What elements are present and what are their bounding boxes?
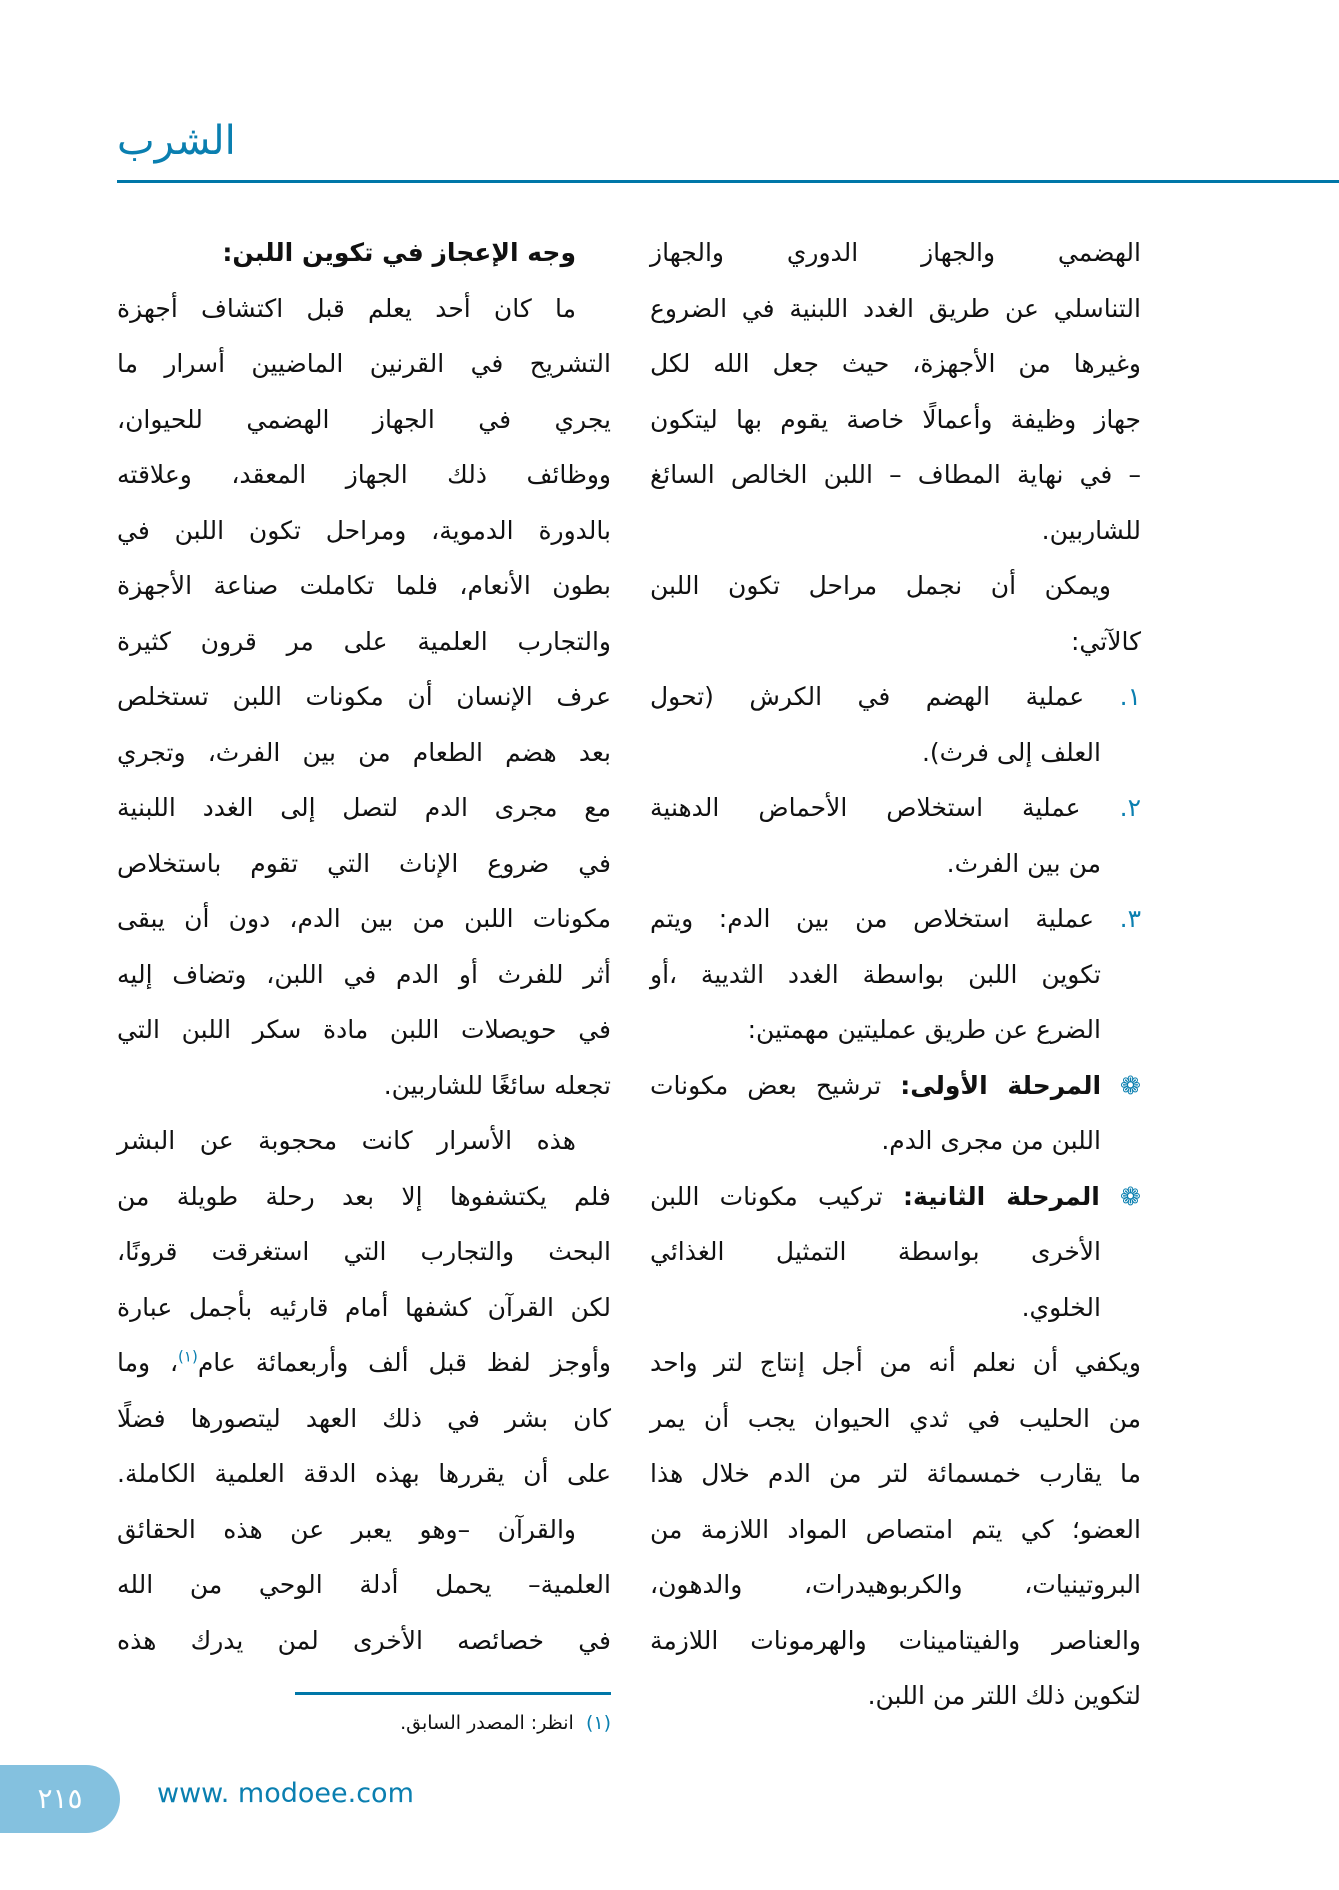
line-text: مع مجرى الدم لتصل إلى الغدد اللبنية bbox=[117, 793, 611, 822]
line-text: ترشيح بعض مكونات bbox=[650, 1070, 901, 1100]
line-text: عملية استخلاص الأحماض الدهنية bbox=[650, 793, 1120, 822]
right-column-line bbox=[650, 894, 1141, 944]
left-column-line bbox=[117, 1116, 576, 1166]
line-text: أثر للفرث أو الدم في اللبن، وتضاف إليه bbox=[117, 959, 611, 989]
line-text: كالآتي: bbox=[1071, 626, 1141, 656]
left-column-line bbox=[117, 1283, 611, 1333]
header-divider bbox=[117, 180, 1339, 183]
left-column-line bbox=[117, 561, 611, 611]
left-column-line bbox=[117, 728, 611, 778]
line-text: الأخرى بواسطة التمثيل الغذائي bbox=[650, 1237, 1101, 1266]
line-text: والتجارب العلمية على مر قرون كثيرة bbox=[117, 626, 611, 656]
left-column-line bbox=[117, 339, 611, 389]
line-text: ووظائف ذلك الجهاز المعقد، وعلاقته bbox=[117, 460, 611, 489]
left-column-line bbox=[117, 1616, 611, 1666]
bold-text: وجه الإعجاز في تكوين اللبن: bbox=[222, 238, 576, 267]
line-text: الضرع عن طريق عمليتين مهمتين: bbox=[747, 1015, 1101, 1044]
line-text: عملية الهضم في الكرش (تحول bbox=[650, 682, 1120, 711]
right-column-line bbox=[650, 617, 1141, 667]
list-marker: ❁ bbox=[1099, 1181, 1141, 1211]
right-column-line bbox=[650, 395, 1141, 445]
line-text: وأوجز لفظ قبل ألف وأربعمائة عام bbox=[197, 1348, 611, 1377]
right-column-line bbox=[650, 1505, 1141, 1555]
right-column-line bbox=[650, 1172, 1141, 1222]
right-column-line bbox=[650, 728, 1101, 778]
line-text: ، وما bbox=[117, 1348, 179, 1377]
right-column-line bbox=[650, 1616, 1141, 1666]
line-text: لتكوين ذلك اللتر من اللبن. bbox=[867, 1681, 1141, 1710]
line-text: من بين الفرث. bbox=[946, 848, 1101, 878]
line-text: تكوين اللبن بواسطة الغدد الثديية ،أو bbox=[650, 959, 1101, 989]
line-text: بالدورة الدموية، ومراحل تكون اللبن في bbox=[117, 515, 611, 545]
line-text: في ضروع الإناث التي تقوم باستخلاص bbox=[117, 848, 611, 878]
right-column-line bbox=[650, 839, 1101, 889]
line-text: العضو؛ كي يتم امتصاص المواد اللازمة من bbox=[650, 1514, 1141, 1544]
line-text: الهضمي والجهاز الدوري والجهاز bbox=[650, 238, 1141, 267]
line-text: يجري في الجهاز الهضمي للحيوان، bbox=[117, 404, 611, 434]
left-column-line bbox=[117, 450, 611, 500]
line-text: هذه الأسرار كانت محجوبة عن البشر bbox=[117, 1126, 576, 1155]
line-text: ويمكن أن نجمل مراحل تكون اللبن bbox=[650, 571, 1111, 600]
left-column-line bbox=[117, 617, 611, 667]
line-text: البروتينيات، والكربوهيدرات، والدهون، bbox=[650, 1570, 1141, 1599]
line-text: مكونات اللبن من بين الدم، دون أن يبقى bbox=[117, 904, 611, 933]
line-text: على أن يقررها بهذه الدقة العلمية الكاملة. bbox=[117, 1459, 611, 1488]
footnote-divider bbox=[295, 1692, 611, 1695]
chapter-title: الشرب bbox=[117, 118, 236, 164]
list-marker: ٣. bbox=[1119, 904, 1141, 933]
list-marker: ٢. bbox=[1119, 793, 1141, 822]
left-column-line bbox=[117, 395, 611, 445]
left-column-line bbox=[117, 228, 576, 278]
left-column-line bbox=[117, 783, 611, 833]
line-text: في حويصلات اللبن مادة سكر اللبن التي bbox=[117, 1015, 611, 1044]
footnote-text: انظر: المصدر السابق. bbox=[400, 1712, 574, 1734]
bold-text: المرحلة الثانية: bbox=[902, 1181, 1100, 1211]
right-column-line bbox=[650, 561, 1111, 611]
line-text: من الحليب في ثدي الحيوان يجب أن يمر bbox=[650, 1403, 1141, 1433]
line-text: – في نهاية المطاف – اللبن الخالص السائغ bbox=[650, 460, 1141, 489]
left-column-line bbox=[117, 1061, 611, 1111]
line-text: التناسلي عن طريق الغدد اللبنية في الضروع bbox=[650, 293, 1141, 323]
line-text: العلمية– يحمل أدلة الوحي من الله bbox=[117, 1570, 611, 1599]
footnote-marker: (١) bbox=[585, 1712, 611, 1734]
right-column-line bbox=[650, 1227, 1101, 1277]
right-column-line bbox=[650, 1338, 1141, 1388]
line-text: الخلوي. bbox=[1021, 1292, 1101, 1322]
right-column-line bbox=[650, 1449, 1141, 1499]
right-column-line bbox=[650, 783, 1141, 833]
right-column-line bbox=[650, 228, 1141, 278]
left-column-line bbox=[117, 1227, 611, 1277]
line-text: بطون الأنعام، فلما تكاملت صناعة الأجهزة bbox=[117, 571, 611, 600]
right-column-line bbox=[650, 506, 1141, 556]
line-text: جهاز وظيفة وأعمالًا خاصة يقوم بها ليتكون bbox=[650, 404, 1141, 434]
line-text: في خصائصه الأخرى لمن يدرك هذه bbox=[117, 1625, 611, 1655]
left-column-line bbox=[117, 672, 611, 722]
line-text: العلف إلى فرث). bbox=[921, 737, 1101, 767]
left-column-line bbox=[117, 1338, 611, 1388]
line-text: للشاربين. bbox=[1041, 515, 1141, 545]
left-column-line bbox=[117, 506, 611, 556]
bold-text: المرحلة الأولى: bbox=[900, 1070, 1102, 1100]
left-column-line bbox=[117, 1449, 611, 1499]
right-column-line bbox=[650, 1061, 1141, 1111]
left-column-line bbox=[117, 1005, 611, 1055]
right-column-line bbox=[650, 950, 1101, 1000]
right-column-line bbox=[650, 1671, 1141, 1721]
left-column-line bbox=[117, 1172, 611, 1222]
line-text: التشريح في القرنين الماضيين أسرار ما bbox=[117, 349, 611, 378]
right-column-line bbox=[650, 1283, 1101, 1333]
right-column-line bbox=[650, 1005, 1101, 1055]
line-text: والعناصر والفيتامينات والهرمونات اللازمة bbox=[650, 1625, 1141, 1655]
right-column-line bbox=[650, 450, 1141, 500]
line-text: ويكفي أن نعلم أنه من أجل إنتاج لتر واحد bbox=[650, 1348, 1141, 1377]
line-text: والقرآن –وهو يعبر عن هذه الحقائق bbox=[117, 1514, 576, 1544]
left-column-line bbox=[117, 1560, 611, 1610]
left-column-line bbox=[117, 894, 611, 944]
left-column-line bbox=[117, 1394, 611, 1444]
left-column-line bbox=[117, 950, 611, 1000]
right-column-line bbox=[650, 284, 1141, 334]
line-text: البحث والتجارب التي استغرقت قرونًا، bbox=[117, 1237, 611, 1266]
right-column-line bbox=[650, 1394, 1141, 1444]
list-marker: ١. bbox=[1119, 682, 1141, 711]
page-number: ٢١٥ bbox=[0, 1765, 120, 1833]
left-column-line bbox=[117, 839, 611, 889]
line-text: لكن القرآن كشفها أمام قارئيه بأجمل عبارة bbox=[117, 1292, 611, 1322]
line-text: وغيرها من الأجهزة، حيث جعل الله لكل bbox=[650, 349, 1141, 378]
line-text: ما يقارب خمسمائة لتر من الدم خلال هذا bbox=[650, 1459, 1141, 1488]
line-text: عرف الإنسان أن مكونات اللبن تستخلص bbox=[117, 682, 611, 711]
line-text: تجعله سائغًا للشاربين. bbox=[383, 1070, 611, 1100]
left-column-line bbox=[117, 1505, 576, 1555]
line-text: بعد هضم الطعام من بين الفرث، وتجري bbox=[117, 737, 611, 767]
right-column-line bbox=[650, 339, 1141, 389]
right-column-line bbox=[650, 1116, 1101, 1166]
right-column-line bbox=[650, 672, 1141, 722]
left-column-line bbox=[117, 284, 576, 334]
line-text: ما كان أحد يعلم قبل اكتشاف أجهزة bbox=[117, 293, 576, 323]
list-marker: ❁ bbox=[1101, 1070, 1141, 1100]
right-column-line bbox=[650, 1560, 1141, 1610]
line-text: اللبن من مجرى الدم. bbox=[881, 1126, 1101, 1155]
line-text: فلم يكتشفوها إلا بعد رحلة طويلة من bbox=[117, 1181, 611, 1211]
line-text: كان بشر في ذلك العهد ليتصورها فضلًا bbox=[117, 1403, 611, 1433]
website-link[interactable]: www. modoee.com bbox=[157, 1778, 414, 1809]
footnote-reference[interactable]: (١) bbox=[178, 1347, 198, 1366]
line-text: تركيب مكونات اللبن bbox=[650, 1181, 903, 1211]
footnote bbox=[295, 1712, 611, 1734]
line-text: عملية استخلاص من بين الدم: ويتم bbox=[650, 904, 1120, 933]
